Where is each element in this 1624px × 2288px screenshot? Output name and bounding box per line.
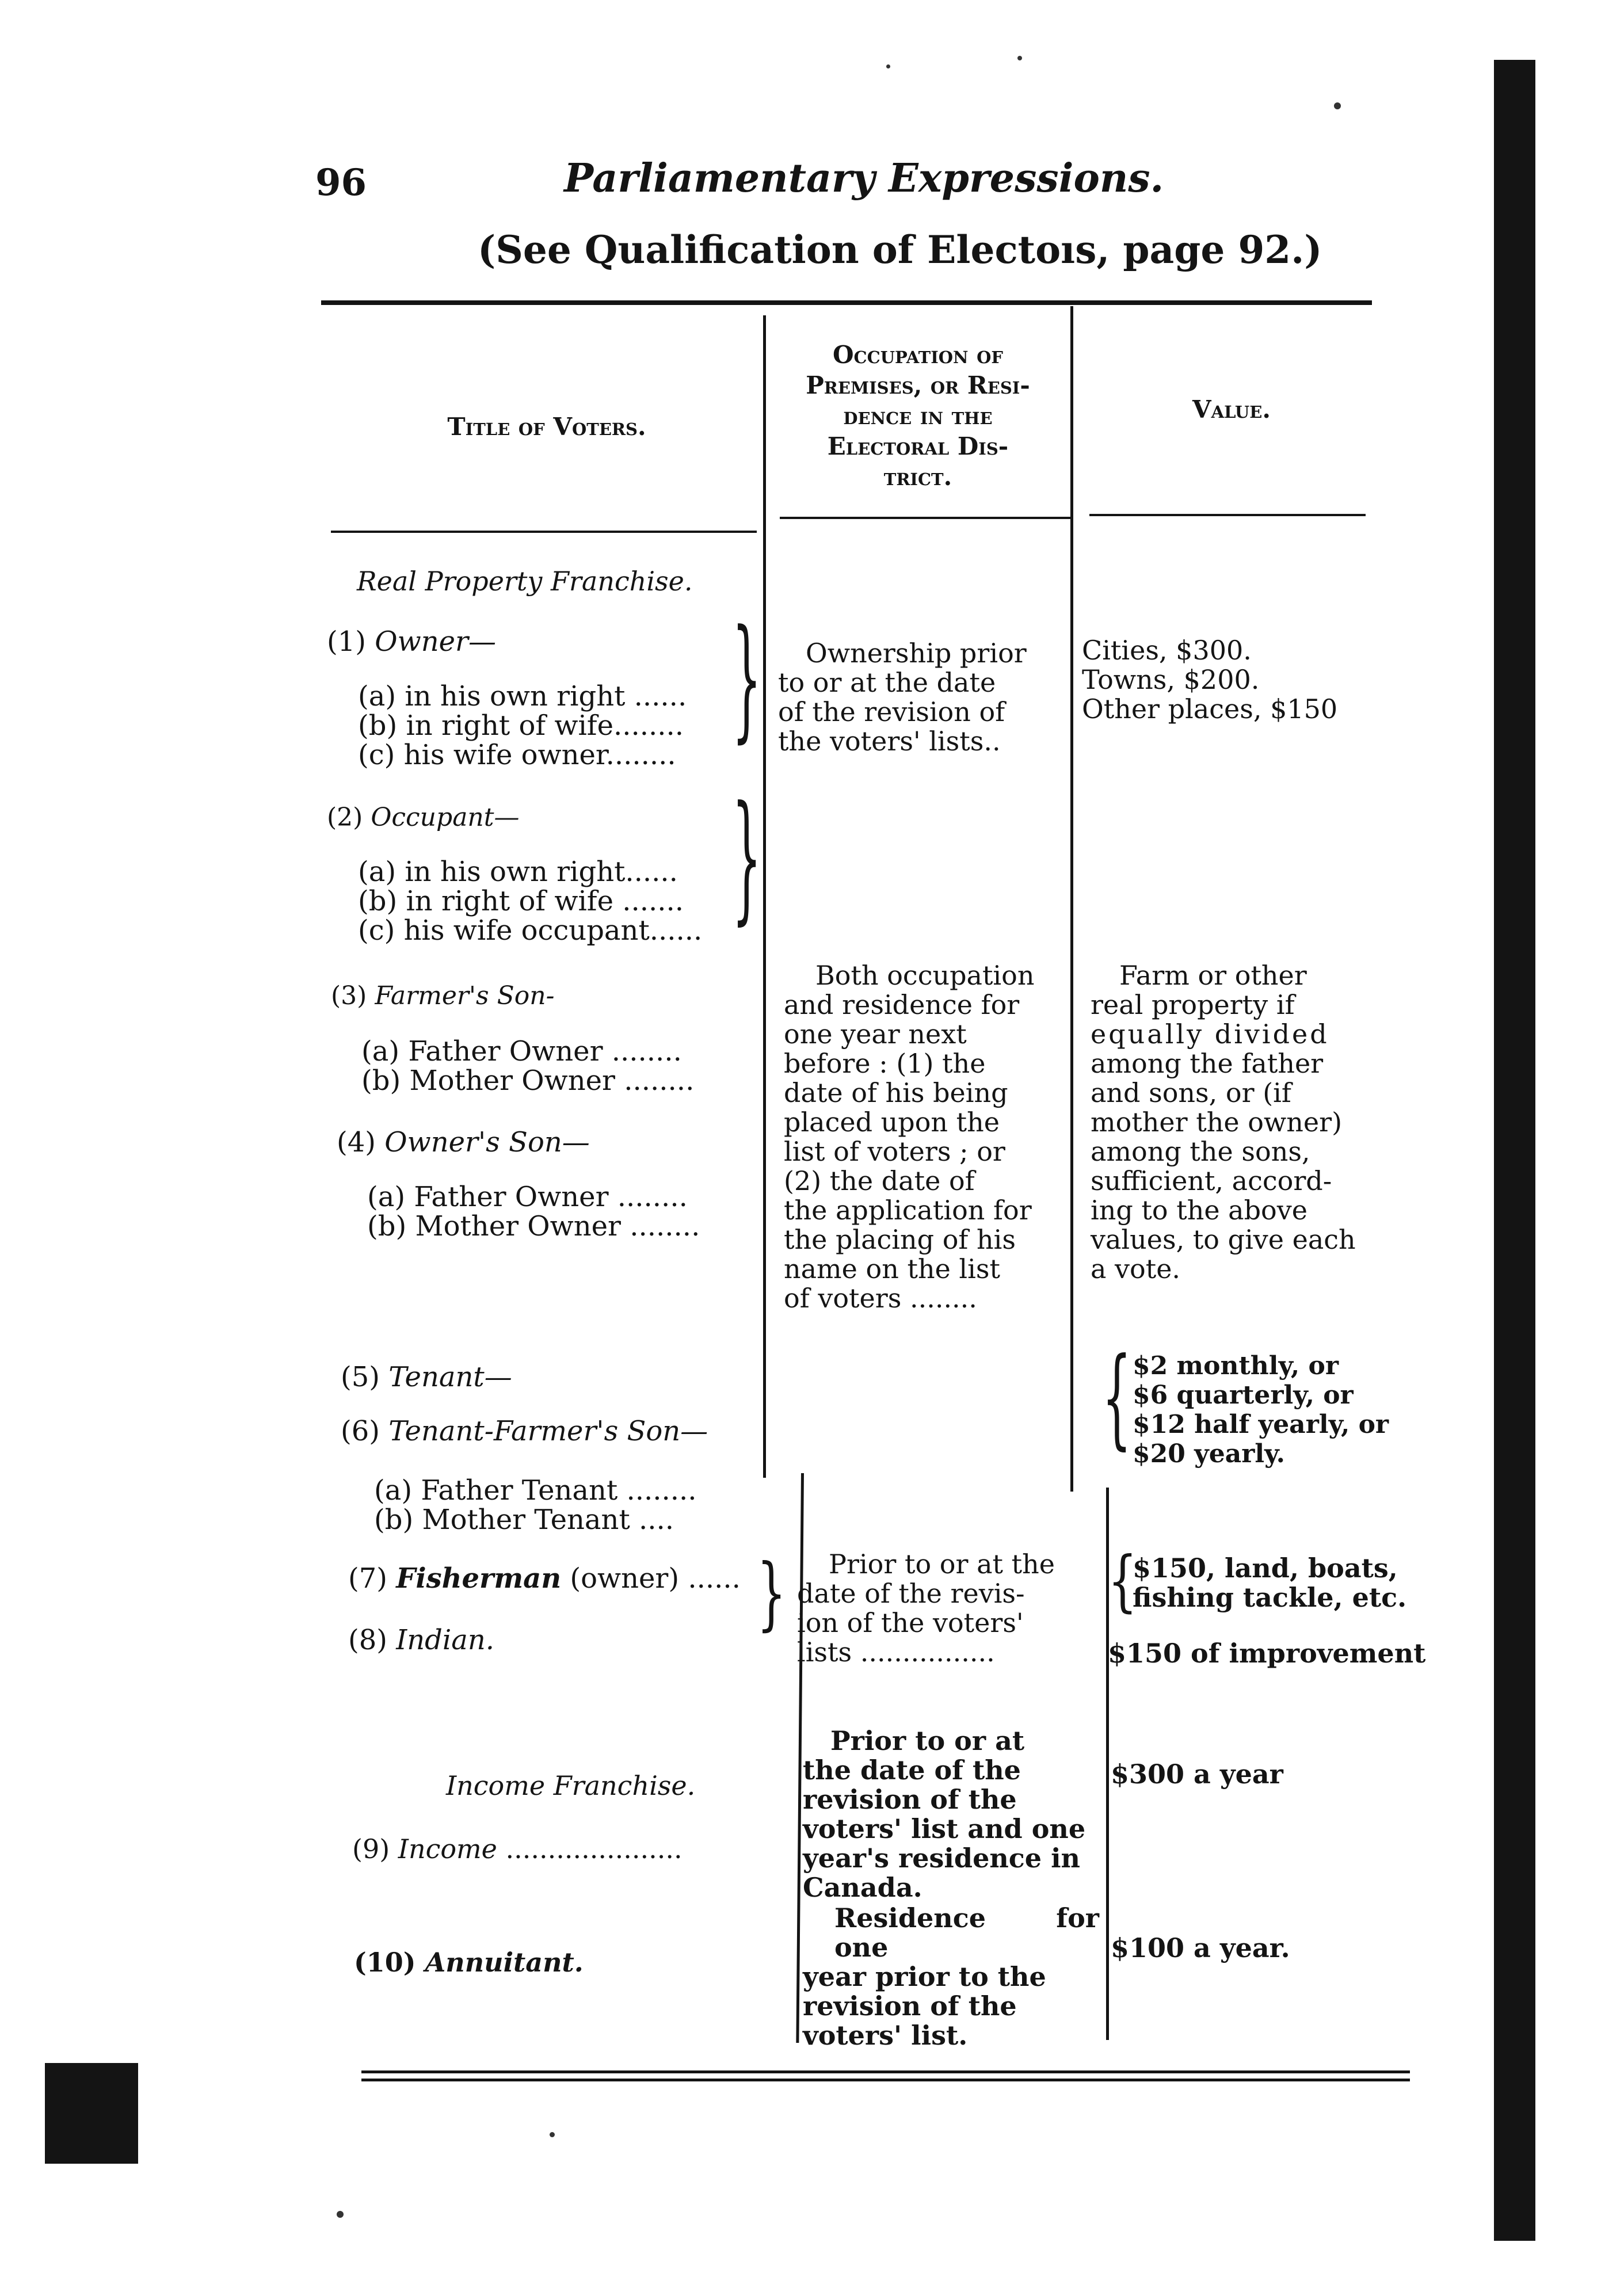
voter-farmers-son-items [361,1037,694,1096]
voter-occupant-items [358,857,702,945]
page-number: 96 [315,161,367,204]
running-head: Parliamentary Expressions. [564,155,1164,201]
subtitle: (See Qualification of Electoıs, page 92.) [478,227,1322,272]
voter-annuitant-title: Annuitant. [425,1947,584,1978]
section-real-property: Real Property Franchise. [357,566,693,597]
header-occupation-line-3: dence in the [843,402,993,430]
scan-corner-mark [45,2063,138,2164]
header-title-of-voters: Title of Voters. [447,413,646,441]
list-item: (b) Mother Owner ........ [361,1065,695,1097]
value-cities-towns: Cities, $300. Towns, $200. Other places, $150 [1082,635,1338,724]
scan-speck [1334,102,1341,109]
voter-annuitant: (10) Annuitant. [354,1947,584,1978]
voter-owner: (1) Owner— [327,626,496,658]
voter-occupant-title: Occupant— [371,803,520,832]
voter-income: (9) Income ..................... [352,1833,683,1864]
list-item: (a) in his own right ...... [358,680,687,712]
voter-indian-title: Indian. [396,1624,495,1656]
scan-speck [337,2211,344,2218]
voter-occupant: (2) Occupant— [327,803,520,832]
value-indian: $150 of improvement [1108,1638,1426,1669]
voter-fisherman-title: Fisherman [396,1562,562,1595]
list-item: (b) Mother Owner ........ [367,1210,700,1242]
list-item: (c) his wife occupant...... [358,914,703,947]
header-rule-left [331,531,757,533]
voter-tenant-farmers-son-title: Tenant-Farmer's Son— [388,1415,708,1447]
bottom-rule-2 [361,2079,1410,2081]
voter-tenant-farmers-son: (6) Tenant-Farmer's Son— [341,1415,708,1447]
brace-occupant: } [732,777,762,939]
header-value: Value. [1192,395,1271,424]
value-farm: Farm or other real property if equally divided among the father and sons, or (if mother the owner) among the sons, sufficient, accord- ing to the above values, to give each a vote. [1091,960,1356,1284]
header-occupation [765,340,1070,492]
voter-owners-son-items [367,1183,700,1241]
voter-tenant-title: Tenant— [388,1361,512,1393]
voter-income-title: Income [398,1833,497,1864]
header-occupation-line-1: Occupation of [832,341,1004,369]
list-item: (a) Father Owner ........ [367,1181,688,1213]
occupation-prior-fisher: Prior to or at the date of the revis- ion of the voters' lists ................ [797,1549,1055,1668]
voter-farmers-son: (3) Farmer's Son- [331,981,555,1010]
header-occupation-line-5: trict. [883,463,952,491]
voter-fisherman: (7) Fisherman (owner) ...... [348,1562,741,1595]
brace-fisher-value: { [1108,1542,1138,1619]
list-item: (b) in right of wife........ [358,710,684,742]
scan-speck [550,2132,555,2137]
header-occupation-line-4: Electoral Dis- [827,432,1009,460]
occupation-prior-income: Prior to or at the date of the revision of the voters' list and one year's residence in Canada. [803,1725,1086,1903]
list-item: (b) in right of wife ....... [358,885,684,917]
scan-speck [886,64,890,68]
value-tenant-rent: $2 monthly, or $6 quarterly, or $12 half yearly, or $20 yearly. [1133,1351,1389,1469]
section-income: Income Franchise. [446,1770,696,1801]
voter-owner-title: Owner— [375,626,496,658]
brace-fisherman: } [757,1547,787,1639]
header-occupation-line-2: Premises, or Resi- [806,371,1030,399]
column-divider-2a [1070,306,1073,1492]
value-annuitant: $100 a year. [1111,1932,1290,1963]
voter-tenant-farmers-son-items [374,1476,697,1535]
voter-owners-son-title: Owner's Son— [384,1126,590,1158]
voter-indian: (8) Indian. [348,1624,495,1656]
brace-tenant-rent: { [1102,1334,1132,1461]
bottom-rule-1 [361,2070,1410,2073]
occupation-both: Both occupation and residence for one year next before : (1) the date of his being placed upon the list of voters ; or (2) the date of the application for the placing of his name on the list of voters ........ [784,960,1035,1314]
value-income: $300 a year [1111,1759,1283,1790]
occupation-ownership: Ownership prior to or at the date of the revision of the voters' lists.. [778,638,1027,757]
scan-edge-bar [1494,60,1535,2241]
list-item: (a) Father Owner ........ [361,1035,682,1067]
list-item: (a) Father Tenant ........ [374,1474,697,1507]
scan-speck [1017,56,1022,60]
voter-owners-son: (4) Owner's Son— [337,1126,590,1158]
header-rule-middle [780,517,1073,519]
value-fisher: $150, land, boats, fishing tackle, etc. [1133,1553,1407,1613]
voter-owner-items [358,682,687,770]
occupation-residence-annuitant: Residence for one year prior to the revision of the voters' list. [803,1902,1099,2051]
brace-owner: } [732,602,762,756]
voter-farmers-son-title: Farmer's Son- [375,981,555,1010]
header-rule-right [1089,514,1366,516]
list-item: (c) his wife owner........ [358,739,676,771]
list-item: (a) in his own right...... [358,856,678,888]
table-top-rule [321,300,1372,305]
voter-tenant: (5) Tenant— [341,1361,512,1393]
list-item: (b) Mother Tenant .... [374,1504,674,1536]
